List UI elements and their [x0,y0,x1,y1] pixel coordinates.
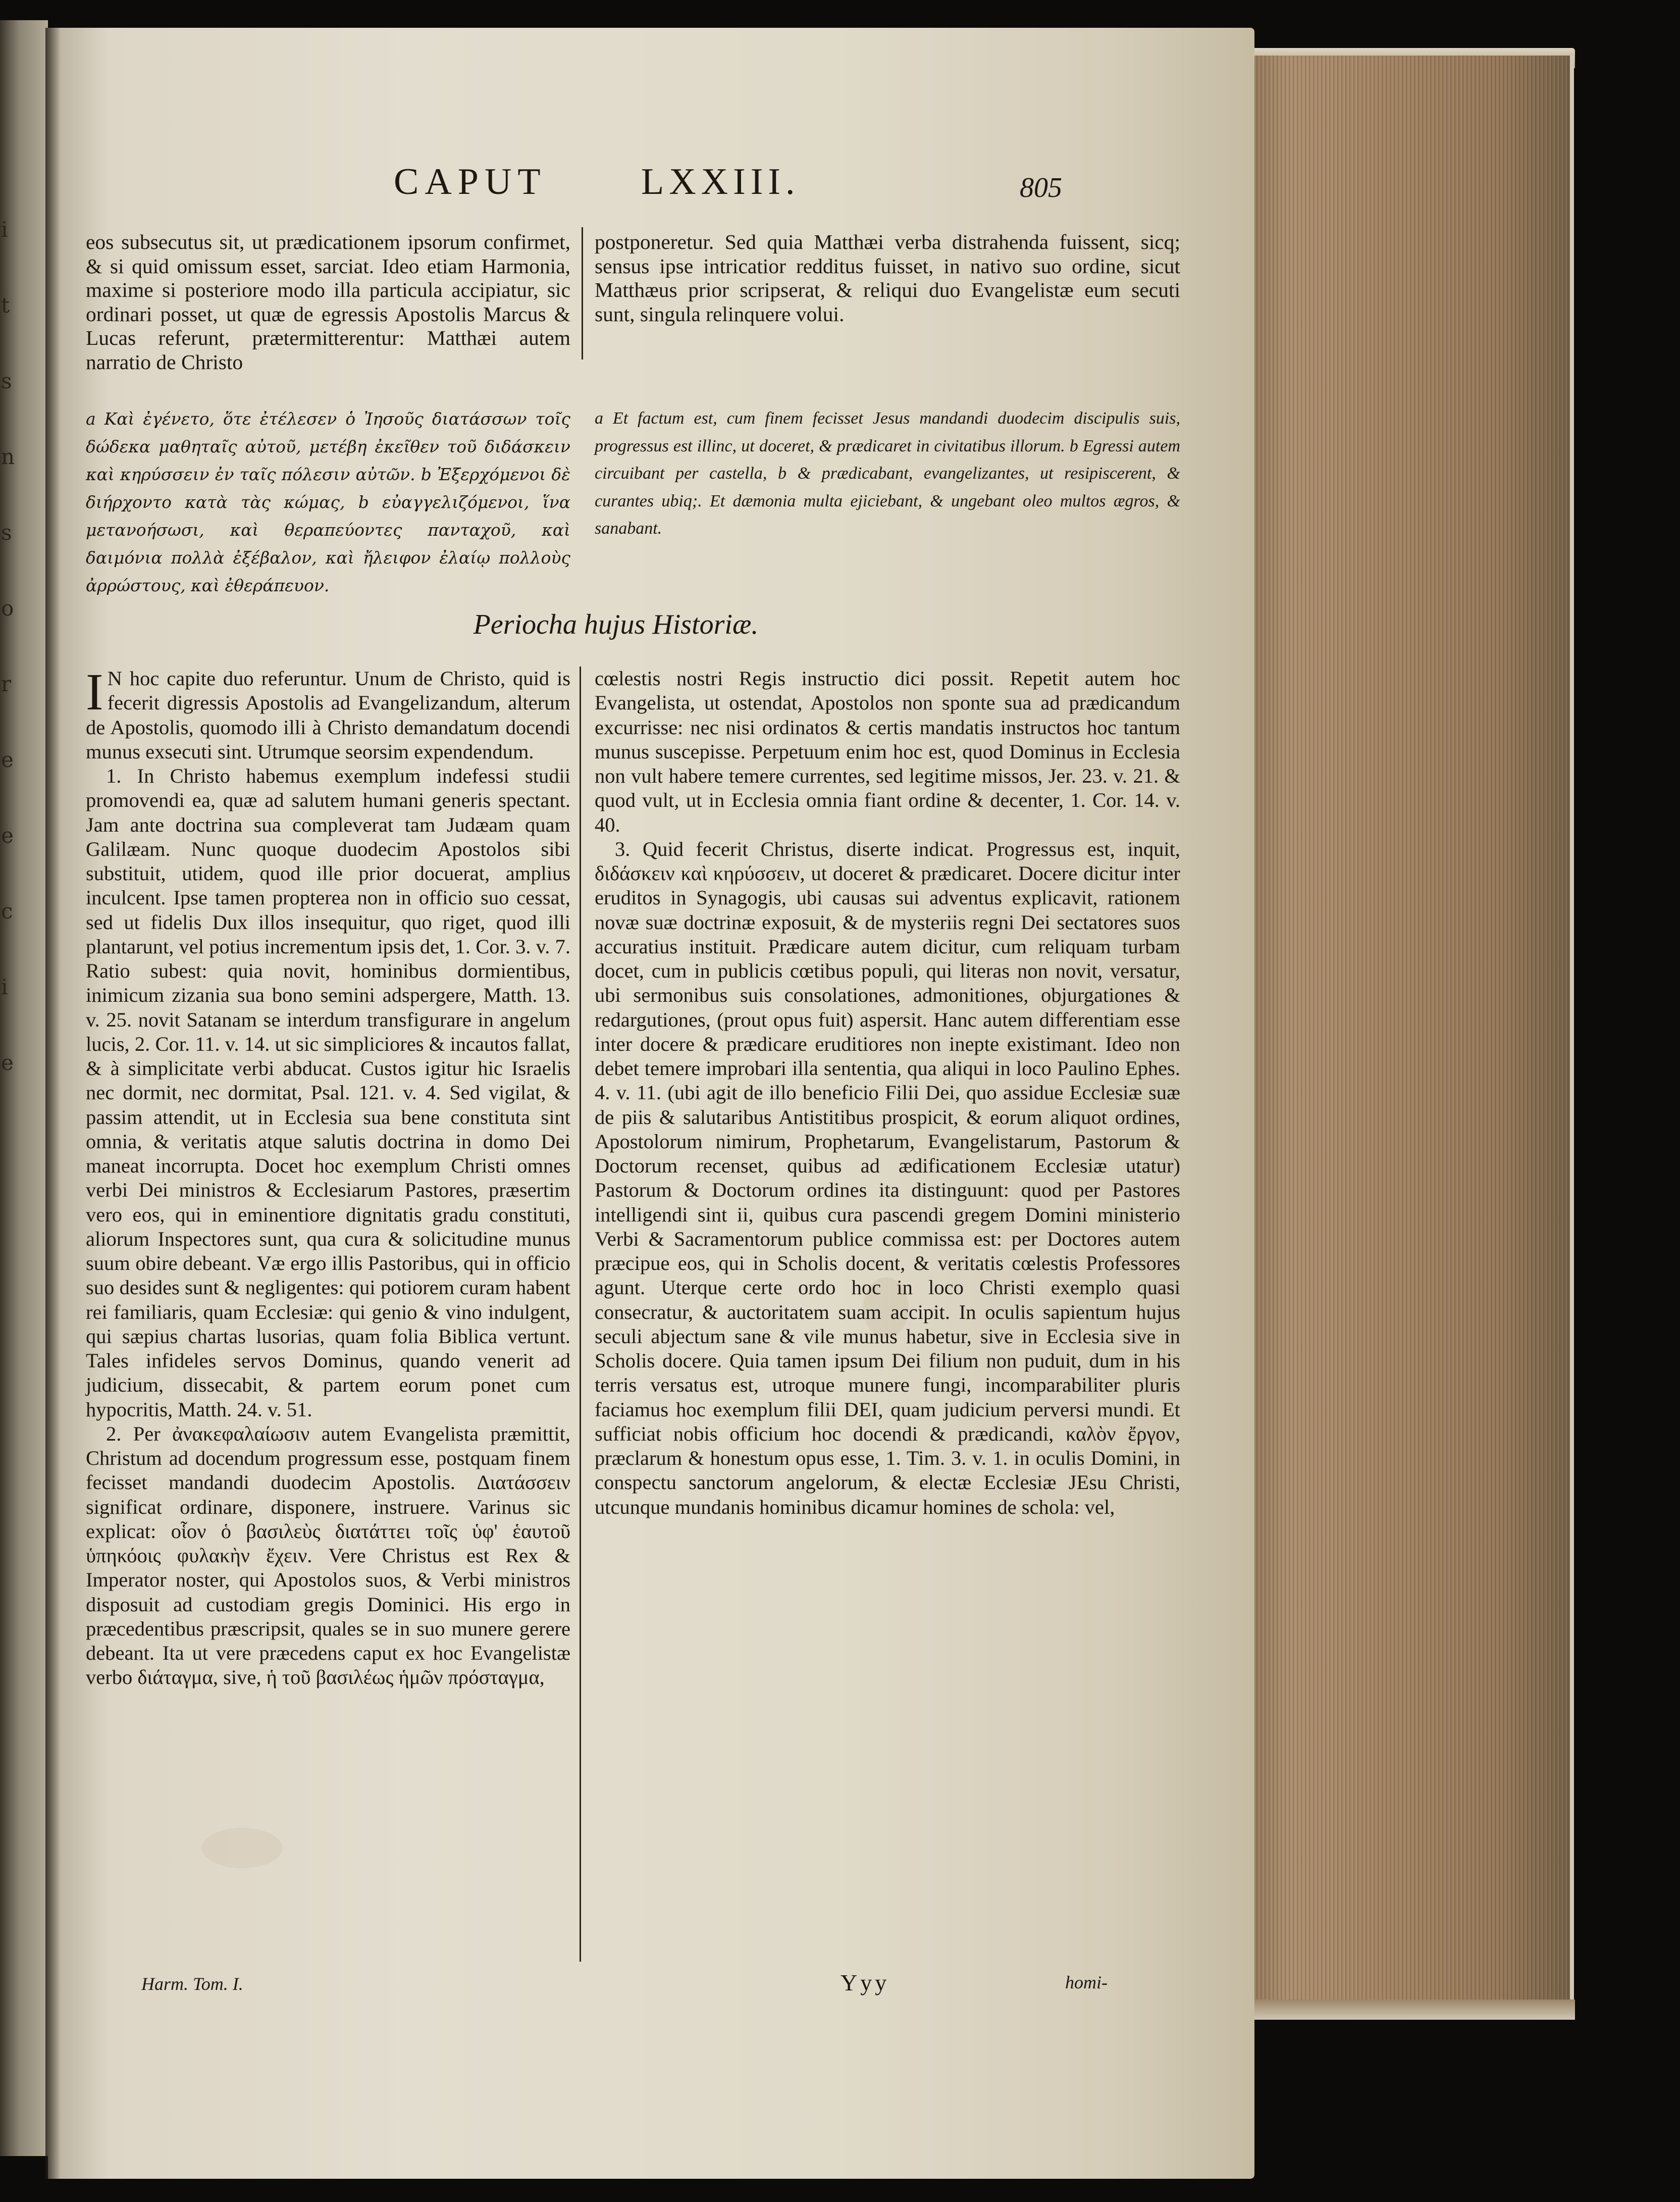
body-paragraph: 3. Quid fecerit Christus, diserte indicat. Progressus est, inquit, διδάσκειν καὶ κηρύσσειν, ut doceret & prædicaret. Docere dicitur inter eruditos in Synagogis, ubi causas sui adventus explicavit, rationem novæ suæ doctrinæ exposuit, & de mysteriis regni Dei sectatores suos accuratius instituit. Prædicare autem dicitur, cum reliquam turbam docet, cum in publicis cœtibus populi, qui literas non novit, versatur, ubi sermonibus suis consolationes, admonitiones, objurgationes & redargutiones, (prout opus fuit) aspersit. Hanc autem differentiam esse inter docere & prædicare eruditiores non inepte existimant. Ideo non debet temere improbari illa sententia, qua aliqui in loco Paulino Ephes. 4. v. 11. (ubi agit de illo beneficio Filii Dei, quo assidue Ecclesiæ suæ de piis & salutaribus Antistitibus prospicit, & eorum aliquot ordines, Apostolorum nimirum, Prophetarum, Evangelistarum, Pastorum & Doctorum recenset, quibus ad ædificationem Ecclesiæ utatur) Pastorum & Doctorum ordines ita distinguunt: quod per Pastores intelligendi sint ii, quibus cura pascendi gregem Domini ministerio Verbi & Sacramentorum publice commissa est: per Doctores autem præcipue eos, qui in Scholis docent, & veritatis cœlestis Professores agunt. Uterque certe ordo hoc in loco Christi exemplo quasi consecratur, & auctoritatem suam accipit. In oculis sapientum hujus seculi abjectum sane & vile munus habetur, sive in Ecclesia sive in Scholis docere. Quia tamen ipsum Dei filium non puduit, dum in his terris versatus est, utroque munere fungi, incomparabiliter pluris faciamus hoc exemplum filii DEI, quam judicium perversi mundi. Et sufficiat nobis officium hoc docendi & prædicandi, καλὸν ἔργον, præclarum & honestum opus esse, 1. Tim. 3. v. 1. in oculis Domini, in conspectu sanctorum angelorum, & electæ Ecclesiæ JEsu Christi, utcunque mundanis hominibus dicamur homines de schola: vel, [595,837,1180,1518]
column-divider [580,667,581,1962]
drop-cap: I [86,663,103,721]
margin-glyph: r [1,672,12,696]
body-paragraph: cœlestis nostri Regis instructio dici possit. Repetit autem hoc Evangelista, ut ostendat, Apostolos non sponte sua ad prædicandum excurrisse: nec nisi ordinatos & certis mandatis instructos hoc tantum munus suscepisse. Perpetuum enim hoc est, quod Dominus in Ecclesia non vult habere temere currentes, sed legitime missos, Jer. 23. v. 21. & quod vult, ut in Ecclesia omnia fiant ordine & decenter, 1. Cor. 14. v. 40. [595,667,1180,836]
body-paragraph: 1. In Christo habemus exemplum indefessi studii promovendi ea, quæ ad salutem humani generis spectant. Jam ante doctrina sua compleverat tam Judæam quam Galilæam. Nunc quoque duodecim Apostolos sibi substituit, utidem, quod ille prior docuerat, amplius inculcent. Ipse tamen propterea non in officio suo cessat, sed ut fidelis Dux illos insequitur, quo riget, quod illi plantarunt, vel potius incrementum ipsis det, 1. Cor. 3. v. 7. Ratio subest: quia novit, hominibus dormientibus, inimicum zizania sua bono semini adspergere, Matth. 13. v. 25. novit Satanam se interdum transfigurare in angelum lucis, 2. Cor. 11. v. 14. ut sic simpliciores & incautos fallat, & à simplicitate verbi abducat. Custos igitur hic Israelis nec dormit, nec dormitat, Psal. 121. v. 4. Sed vigilat, & passim attendit, ut in Ecclesia sua bene constituta sint omnia, & veritatis atque salutis doctrina in domo Dei maneat incorrupta. Docet hoc exemplum Christi omnes verbi Dei ministros & Ecclesiarum Pastores, præsertim vero eos, qui in eminentiore dignitatis gradu constituti, aliorum Inspectores sunt, qua cura & solicitudine munus suum obire debeant. Væ ergo illis Pastoribus, qui in officio suo desides sunt & negligentes: qui potiorem curam habent rei familiaris, quam Ecclesiæ: qui genio & vino indulgent, qui sæpius chartas lusorias, quam folia Biblica vertunt. Tales infideles servos Dominus, quando venerit ad judicium, dissecabit, & partem eorum ponet cum hypocritis, Matth. 24. v. 51. [86,764,570,1421]
body-left-column [86,663,570,1690]
margin-glyph: i [1,217,8,242]
margin-glyph: s [1,369,12,393]
greek-scripture-note [86,405,570,599]
spine-gutter-shadow [45,28,61,2179]
top-right-column [595,230,1180,326]
latin-scripture-note [595,405,1180,543]
top-left-column [86,230,570,375]
volume-signature: Harm. Tom. I. [141,1974,243,1994]
margin-glyph: c [1,899,13,924]
facing-page-margin-text [1,192,21,1101]
book-fore-edge [1227,56,1574,2005]
latin-note-text: a Et factum est, cum finem fecisset Jesus mandandi duodecim discipulis suis, progressus est illinc, ut doceret, & prædicaret in civitatibus illorum. b Egressi autem circuibant per castella, b & prædicabant, evangelizantes, ut resipiscerent, & curantes ubiq;. Et dæmonia multa ejiciebant, & ungebant oleo multos ægros, & sanabant. [595,409,1180,538]
greek-note-text: a Καὶ ἐγένετο, ὅτε ἐτέλεσεν ὁ Ἰησοῦς διατάσσων τοῖς δώδεκα μαθηταῖς αὐτοῦ, μετέβη ἐκεῖθεν τοῦ διδάσκειν καὶ κηρύσσειν ἐν ταῖς πόλεσιν αὐτῶν. b Ἐξερχόμενοι δὲ διήρχοντο κατὰ τὰς κώμας, b εὐαγγελιζόμενοι, ἵνα μετανοήσωσι, καὶ θεραπεύοντες πανταχοῦ, καὶ δαιμόνια πολλὰ ἐξέβαλον, καὶ ἤλειφον ἐλαίῳ πολλοὺς ἀρρώστους, καὶ ἐθεράπευον. [86,409,570,595]
paper-stain [202,1828,283,1868]
running-head [394,161,1252,216]
fore-edge-bottom [1222,2000,1575,2020]
margin-glyph: e [1,747,14,772]
margin-glyph: s [1,520,12,545]
catchword: homi- [1065,1972,1108,1992]
gathering-signature: Yyy [841,1970,890,1995]
margin-glyph: e [1,1050,14,1075]
body-paragraph: 2. Per ἀνακεφαλαίωσιν autem Evangelista præmittit, Christum ad docendum progressum esse, postquam finem fecisset mandandi duodecim Apostolis. Διατάσσειν significat ordinare, disponere, instruere. Varinus sic explicat: οἷον ὁ βασιλεὺς διατάττει τοῖς ὑφ' ἑαυτοῦ ὑπηκόοις φυλακὴν ἔχειν. Vere Christus est Rex & Imperator noster, qui Apostolos suos, & Verbi ministros disposuit ad custodiam gregis Dominici. His ergo in præcedentibus præscripsit, quales se in suo munere gerere debeant. Ita ut vere præcedens caput ex hoc Evangelistæ verbo διάταγμα, sive, ἡ τοῦ βασιλέως ἡμῶν πρόσταγμα, [86,1422,570,1689]
folio-number: 805 [1020,172,1062,203]
margin-glyph: e [1,823,14,848]
margin-glyph: i [1,975,8,999]
running-head-caput: CAPUT [394,161,547,202]
margin-glyph: t [1,293,10,318]
margin-glyph: o [1,596,14,621]
body-paragraph [86,663,570,764]
continued-text-left: eos subsecutus sit, ut prædicationem ipsorum confirmet, & si quid omissum esset, sarciat. Ideo etiam Harmonia, maxime si posteriore modo illa particula accipiatur, sic ordinari posset, ut quæ de egressis Apostolis Marcus & Lucas referunt, prætermitterentur: Matthæi autem narratio de Christo [86,230,570,374]
margin-glyph: n [1,444,15,469]
chapter-number: LXXIII. [641,161,800,202]
column-divider [582,227,583,360]
paragraph-text: N hoc capite duo referuntur. Unum de Christo, quid is fecerit digressis Apostolis ad Evangelizandum, alterum de Apostolis, quomodo illi à Christo demandatum docendi munus exsecuti sint. Utrumque seorsim expendendum. [86,667,570,763]
continued-text-right: postponeretur. Sed quia Matthæi verba distrahenda fuissent, sicq; sensus ipse intricatior redditus fuisset, in nativo suo ordine, sicut Matthæus prior scripserat, & reliqui duo Evangelistæ eum secuti sunt, singula relinquere volui. [595,230,1180,326]
section-heading: Periocha hujus Historiæ. [473,609,759,640]
body-right-column [595,667,1180,1519]
